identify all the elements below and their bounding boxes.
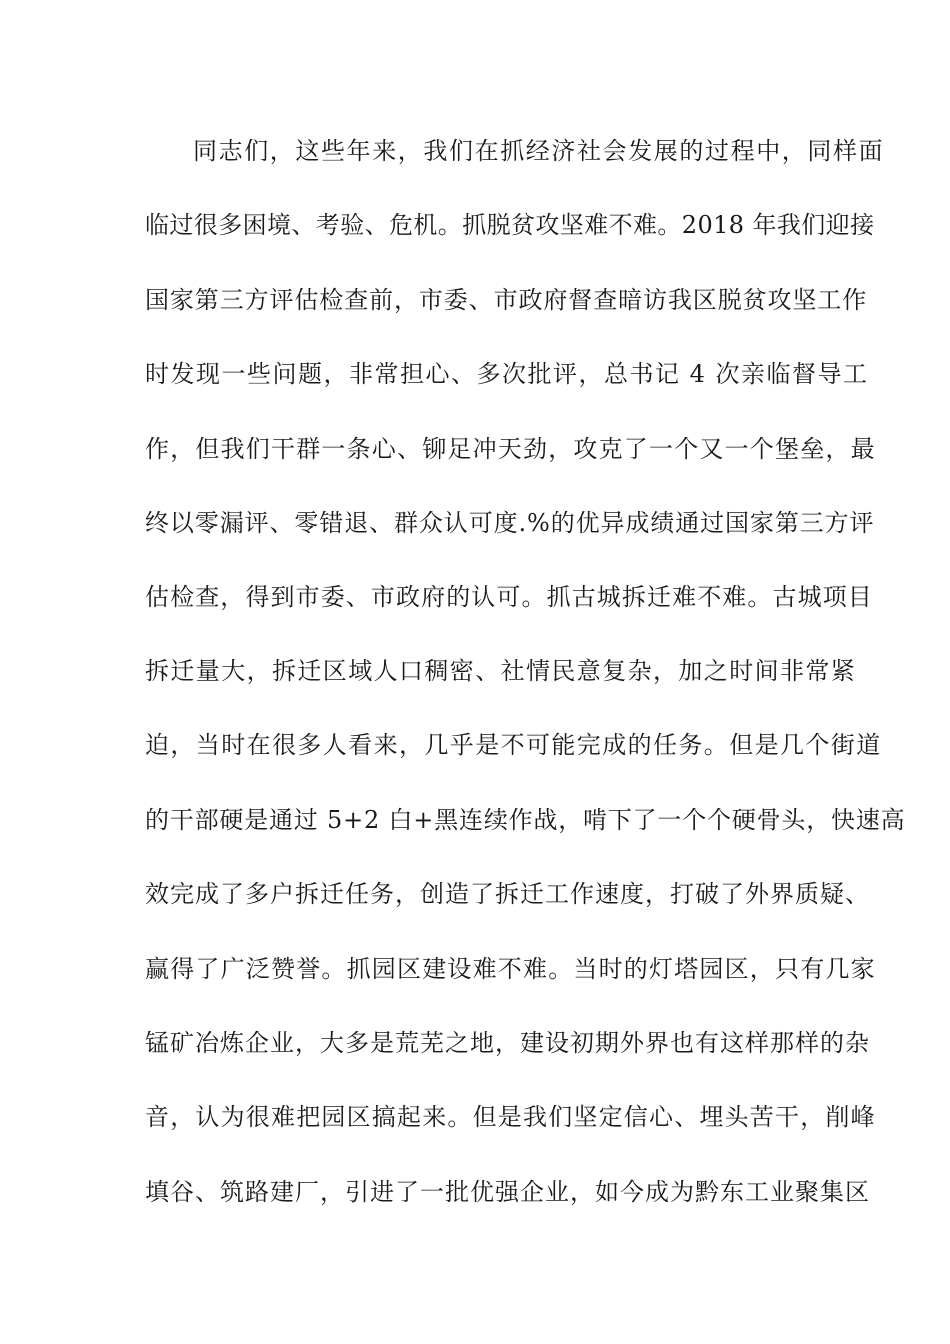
- text-line: 填谷、筑路建厂，引进了一批优强企业，如今成为黔东工业聚集区: [145, 1178, 870, 1206]
- text-line: 赢得了广泛赞誉。抓园区建设难不难。当时的灯塔园区，只有几家: [145, 955, 876, 983]
- text-line: 时发现一些问题，非常担心、多次批评，总书记 4 次亲临督导工: [145, 360, 869, 388]
- text-line: 效完成了多户拆迁任务，创造了拆迁工作速度，打破了外界质疑、: [145, 880, 870, 908]
- text-line: 临过很多困境、考验、危机。抓脱贫攻坚难不难。2018 年我们迎接: [145, 211, 875, 239]
- text-line: 同志们，这些年来，我们在抓经济社会发展的过程中，同样面: [193, 137, 885, 165]
- text-line: 拆迁量大，拆迁区域人口稠密、社情民意复杂，加之时间非常紧: [145, 657, 857, 685]
- text-line: 音，认为很难把园区搞起来。但是我们坚定信心、埋头苦干，削峰: [145, 1103, 876, 1131]
- text-line: 估检查，得到市委、市政府的认可。抓古城拆迁难不难。古城项目: [145, 583, 873, 611]
- text-line: 锰矿冶炼企业，大多是荒芜之地，建设初期外界也有这样那样的杂: [145, 1029, 870, 1057]
- text-line: 迫，当时在很多人看来，几乎是不可能完成的任务。但是几个街道: [145, 731, 882, 759]
- text-line: 国家第三方评估检查前，市委、市政府督查暗访我区脱贫攻坚工作: [145, 286, 868, 314]
- text-line: 作，但我们干群一条心、铆足冲天劲，攻克了一个又一个堡垒，最: [145, 435, 876, 463]
- text-line: 终以零漏评、零错退、群众认可度.%的优异成绩通过国家第三方评: [145, 509, 875, 537]
- text-line: 的干部硬是通过 5+2 白+黑连续作战，啃下了一个个硬骨头，快速高: [145, 806, 906, 834]
